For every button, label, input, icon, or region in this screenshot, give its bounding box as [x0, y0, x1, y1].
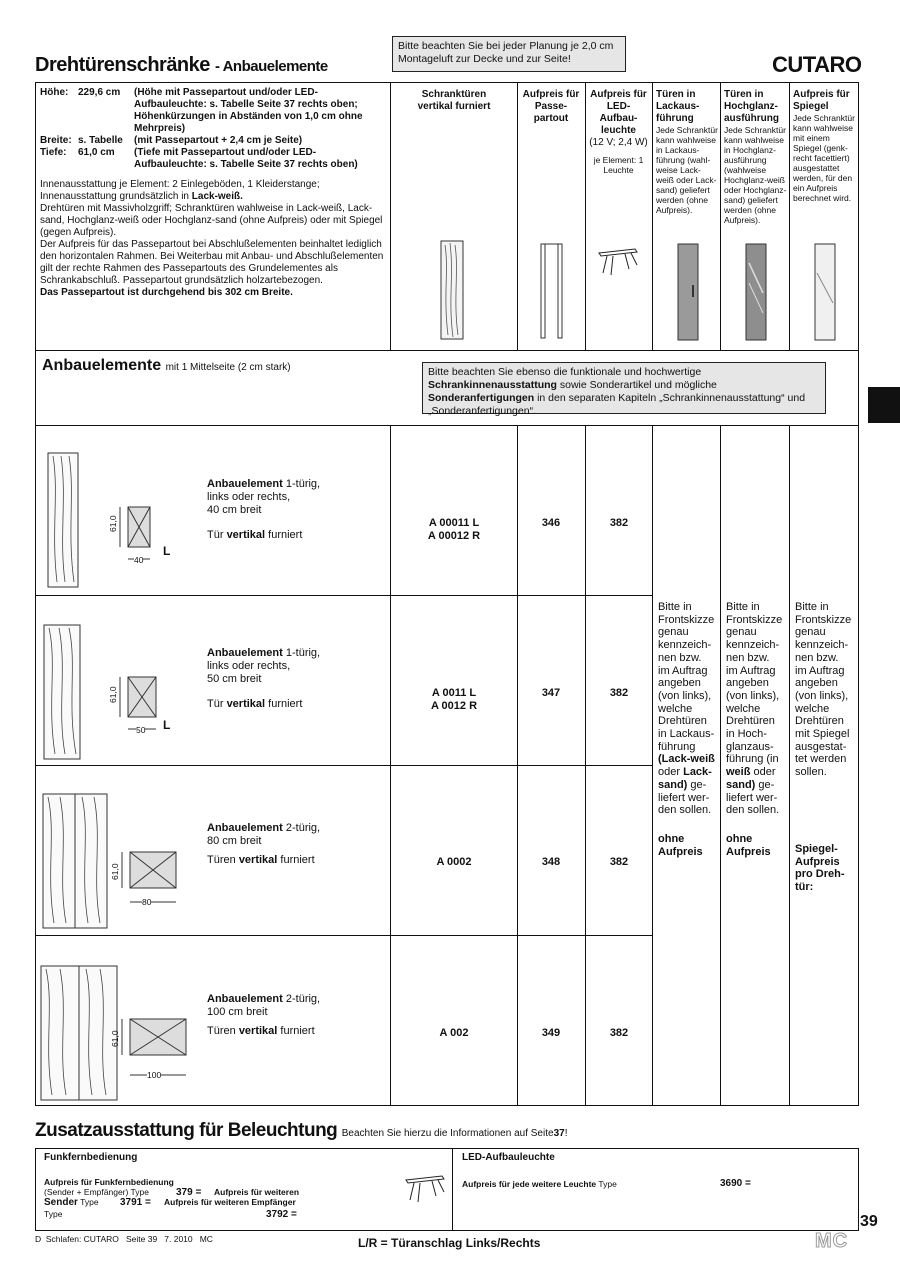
- row-price-pp-1: 346: [541, 517, 561, 529]
- row-code-3: A 0002: [436, 856, 472, 868]
- section-notice: Bitte beachten Sie ebenso die funktionale und hochwertige Schrankinnenausstattung sowie Sonderartikel und mögliche Sonderanfertigungen in den separaten Kapiteln „Schrankinnenausstattung“ und „Sonderanfertigungen“.: [422, 362, 826, 414]
- merged-hochglanz-text: Bitte in Frontskizze genau kennzeich- nen bzw. im Auftrag angeben (von links), welche Drehtüren in Hoch- glanzaus- führung (in weiß oder sand) ge- liefert wer- den sollen. ohne Aufpreis: [726, 601, 783, 858]
- door-mirror-icon: [814, 243, 836, 341]
- col-header-lack: Türen in Lackaus- führung Jede Schranktür kann wahlweise in Lackaus- führung (wahl- weise Lack-weiß oder Lack-sand) geliefert werden (ohne Aufpreis).: [656, 89, 718, 215]
- door-veneer-icon: [440, 240, 464, 340]
- funk-block: Aufpreis für Funkfernbedienung (Sender + Empfänger) Type 379 = Aufpreis für weiteren Sender Type 3791 = Aufpreis für weiteren Empfänger Type 3792 =: [44, 1177, 300, 1220]
- led-title: LED-Aufbauleuchte: [462, 1152, 555, 1163]
- row-price-led-1: 382: [609, 517, 629, 529]
- planning-notice: Bitte beachten Sie bei jeder Planung je 2,0 cm Montageluft zur Decke und zur Seite!: [392, 36, 626, 72]
- brand-label: CUTARO: [772, 52, 862, 77]
- footer-center: L/R = Türanschlag Links/Rechts: [358, 1236, 541, 1250]
- width-label-4: 100: [147, 1070, 162, 1080]
- depth-label-2: 61,0: [108, 686, 118, 703]
- row-price-led-4: 382: [609, 1027, 629, 1039]
- col-header-spiegel: Aufpreis für Spiegel Jede Schranktür kann wahlweise mit einem Spiegel (genk- recht facettiert) ausgestattet werden, für den ein Aufpreis berechnet wird.: [793, 89, 855, 203]
- led-light-icon: [597, 245, 641, 279]
- hinge-label-2: L: [163, 718, 171, 732]
- row-price-pp-2: 347: [541, 687, 561, 699]
- led-line: Aufpreis für jede weitere Leuchte Type 3690 =: [462, 1178, 751, 1189]
- cabinet-sketch-3: [42, 793, 110, 929]
- title-sub: - Anbauelemente: [214, 58, 328, 75]
- depth-label-3: 61,0: [110, 863, 120, 880]
- width-label-2: 50: [136, 725, 146, 735]
- footer-logo: MC: [815, 1230, 849, 1252]
- row-desc-2: Anbauelement 1-türig, links oder rechts, 50 cm breit Tür vertikal furniert: [207, 647, 321, 710]
- specs-block: Höhe: 229,6 cm (Höhe mit Passepartout und/oder LED-Aufbauleuchte: s. Tabelle Seite 37 rechts oben; Höhenkürzungen in Abständen von 1,0 cm ohne Mehrpreis) Breite: s. Tabelle (mit Passepartout + 2,4 cm je Seite) Tiefe: 61,0 cm (Tiefe mit Passepartout und/oder LED-Aufbauleuchte: s. Tabelle Seite 37 rechts oben) Innenausstattung je Element: 2 Einlegeböden, 1 Kleiderstange; Innenausstattung grundsätzlich in Lack-weiß. Drehtüren mit Massivholzgriff; Schranktüren wahlweise in Lack-weiß, Lack-sand, Hochglanz-weiß oder Hochglanz-sand (ohne Aufpreis) oder mit Spiegel (gegen Aufpreis). Der Aufpreis für das Passepartout bei Abschlußelementen beinhaltet lediglich den horizontalen Rahmen. Bei Weiterbau mit Anbau- und Abschlußelementen gilt der rechte Rahmen des Passepartouts des Grundelementes als Schrankabschluß. Passepartout grundsätzlich holzartebezogen. Das Passepartout ist durchgehend bis 302 cm Breite.: [40, 87, 384, 298]
- depth-label-4: 61,0: [110, 1030, 120, 1047]
- row-code-2: A 0011 L A 0012 R: [430, 687, 478, 712]
- cabinet-sketch-1: [47, 452, 83, 588]
- funk-title: Funkfernbedienung: [44, 1152, 138, 1163]
- merged-spiegel-text: Bitte in Frontskizze genau kennzeich- nen bzw. im Auftrag angeben (von links), welche Drehtüren mit Spiegel ausgestat- tet werden sollen. Spiegel- Aufpreis pro Dreh- tür:: [795, 601, 852, 893]
- cabinet-sketch-2: [43, 624, 83, 760]
- row-desc-1: Anbauelement 1-türig, links oder rechts, 40 cm breit Tür vertikal furniert: [207, 478, 321, 541]
- width-label-1: 40: [134, 555, 144, 565]
- led-light-icon-2: [404, 1172, 448, 1206]
- col-header-passepartout: Aufpreis für Passe- partout: [522, 89, 580, 124]
- row-desc-4: Anbauelement 2-türig, 100 cm breit Türen vertikal furniert: [207, 993, 321, 1037]
- hinge-label-1: L: [163, 544, 171, 558]
- col-header-led: Aufpreis für LED- Aufbau- leuchte (12 V; 2,4 W) je Element: 1 Leuchte: [589, 89, 648, 175]
- row-price-pp-4: 349: [541, 1027, 561, 1039]
- merged-lack-text: Bitte in Frontskizze genau kennzeich- nen bzw. im Auftrag angeben (von links), welche Drehtüren in Lackaus- führung (Lack-weiß oder Lack- sand) ge- liefert wer- den sollen. ohne Aufpreis: [658, 601, 715, 858]
- title-main: Drehtürenschränke: [35, 54, 210, 76]
- chapter-tab-marker: [868, 387, 900, 423]
- row-price-led-3: 382: [609, 856, 629, 868]
- row-desc-3: Anbauelement 2-türig, 80 cm breit Türen vertikal furniert: [207, 822, 321, 866]
- col-header-hochglanz: Türen in Hochglanz- ausführung Jede Schranktür kann wahlweise in Hochglanz- ausführung (wahlweise Hochglanz-weiß oder Hochglanz- sand) geliefert werden (ohne Aufpreis).: [724, 89, 787, 225]
- row-code-4: A 002: [439, 1027, 469, 1039]
- page-number: 39: [860, 1213, 878, 1230]
- row-price-pp-3: 348: [541, 856, 561, 868]
- door-hochglanz-icon: [745, 243, 767, 341]
- width-label-3: 80: [142, 897, 152, 907]
- footer-left: D Schlafen: CUTARO Seite 39 7. 2010 MC: [35, 1234, 213, 1244]
- depth-label-1: 61,0: [108, 515, 118, 532]
- page-title: [35, 53, 328, 79]
- col-header-doors: Schranktüren vertikal furniert: [417, 89, 491, 112]
- passepartout-icon: [538, 242, 566, 340]
- row-price-led-2: 382: [609, 687, 629, 699]
- door-lack-icon: [677, 243, 699, 341]
- lighting-title: Zusatzausstattung für Beleuchtung Beachten Sie hierzu die Informationen auf Seite37!: [35, 1120, 568, 1141]
- section-title: Anbauelemente mit 1 Mittelseite (2 cm stark): [42, 357, 291, 374]
- row-code-1: A 00011 L A 00012 R: [427, 517, 481, 542]
